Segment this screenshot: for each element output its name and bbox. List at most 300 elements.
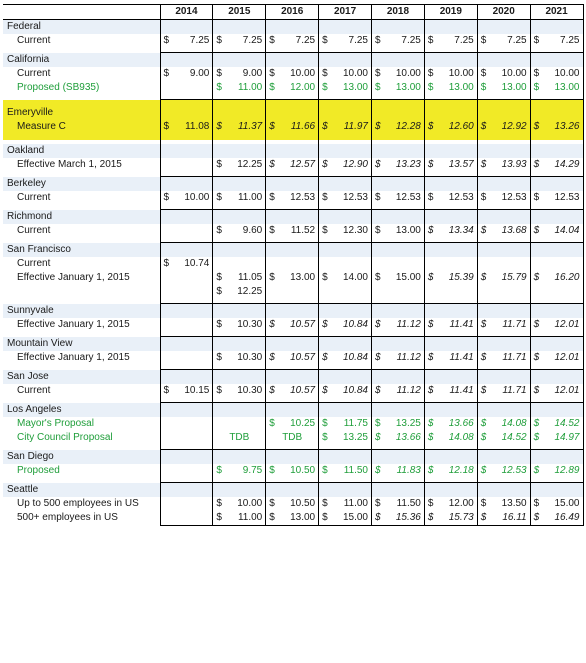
currency-symbol: $ [533, 192, 540, 203]
wage-value: 11.00 [237, 512, 263, 523]
wage-cell-2015 [213, 285, 266, 299]
wage-value: 11.08 [185, 121, 210, 132]
currency-symbol: $ [163, 68, 170, 79]
wage-value: 11.71 [502, 319, 527, 330]
wage-cell-2014 [160, 417, 213, 431]
wage-value: 11.41 [449, 352, 474, 363]
currency-symbol: $ [533, 498, 540, 509]
wage-cell-2016 [266, 81, 319, 95]
wage-value: 10.57 [290, 319, 316, 330]
currency-symbol: $ [322, 319, 328, 330]
table-body [3, 20, 583, 526]
currency-symbol: $ [216, 498, 222, 509]
wage-value: 14.29 [554, 159, 580, 170]
table-row [3, 431, 583, 445]
currency-symbol: $ [216, 272, 222, 283]
wage-value: 13.00 [395, 225, 421, 236]
wage-value: 14.00 [342, 272, 368, 283]
wage-value: 9.75 [242, 465, 263, 476]
wage-value: 11.41 [449, 385, 474, 396]
table-row [3, 464, 583, 478]
row-label: Current [17, 258, 51, 269]
wage-cell-2015 [213, 224, 266, 238]
wage-cell-2017 [319, 464, 372, 478]
row-label: Current [17, 68, 51, 79]
wage-value: 13.00 [290, 272, 316, 283]
group-name: Seattle [3, 483, 160, 498]
year-header-2018: 2018 [372, 5, 425, 20]
wage-cell-2017 [319, 34, 372, 48]
currency-symbol: $ [322, 498, 328, 509]
wage-value: 10.50 [290, 465, 316, 476]
wage-value: 13.00 [395, 82, 421, 93]
wage-value: 13.00 [448, 82, 474, 93]
wage-cell-2014 [160, 257, 213, 271]
group-name: Mountain View [3, 337, 160, 352]
wage-value: 10.84 [342, 352, 368, 363]
wage-cell-2020 [477, 81, 530, 95]
currency-symbol: $ [375, 465, 381, 476]
wage-value: 11.12 [396, 352, 421, 363]
year-header-2021: 2021 [530, 5, 583, 20]
currency-symbol: $ [322, 159, 328, 170]
wage-value: 10.00 [237, 498, 263, 509]
year-header-row [3, 5, 583, 20]
wage-value: 15.36 [395, 512, 421, 523]
currency-symbol: $ [480, 82, 487, 93]
wage-value: 12.53 [290, 192, 316, 203]
currency-symbol: $ [427, 385, 434, 396]
wage-value: 7.25 [242, 35, 263, 46]
wage-value: 11.00 [237, 192, 263, 203]
currency-symbol: $ [480, 352, 487, 363]
wage-cell-2018 [372, 271, 425, 285]
wage-value: 7.25 [560, 35, 580, 46]
wage-cell-2016 [266, 464, 319, 478]
wage-cell-2015 [213, 464, 266, 478]
wage-value: 14.97 [554, 432, 580, 443]
group-name: Richmond [3, 210, 160, 225]
wage-value: 11.05 [237, 272, 263, 283]
wage-value: 10.25 [290, 418, 316, 429]
group-header-row [3, 370, 583, 385]
wage-cell-2017 [319, 67, 372, 81]
currency-symbol: $ [427, 465, 434, 476]
currency-symbol: $ [533, 68, 540, 79]
currency-symbol: $ [375, 512, 381, 523]
wage-value: 12.53 [501, 192, 527, 203]
year-header-2015: 2015 [213, 5, 266, 20]
group-name: Emeryville [3, 106, 160, 120]
wage-cell-2020 [477, 511, 530, 526]
currency-symbol: $ [216, 121, 222, 132]
currency-symbol: $ [375, 385, 381, 396]
wage-value: 13.93 [501, 159, 527, 170]
wage-cell-2018 [372, 351, 425, 365]
row-label: City Council Proposal [17, 432, 113, 443]
currency-symbol: $ [533, 418, 540, 429]
currency-symbol: $ [216, 82, 222, 93]
wage-cell-2014 [160, 351, 213, 365]
currency-symbol: $ [533, 465, 540, 476]
currency-symbol: $ [322, 272, 328, 283]
wage-cell-2020 [477, 285, 530, 299]
wage-cell-2016 [266, 257, 319, 271]
wage-cell-2019 [424, 384, 477, 398]
header-label-cell [3, 5, 160, 20]
wage-value: 15.79 [501, 272, 527, 283]
wage-cell-2015 [213, 67, 266, 81]
currency-symbol: $ [427, 192, 434, 203]
wage-cell-2018 [372, 384, 425, 398]
wage-cell-2016 [266, 351, 319, 365]
wage-cell-2021 [530, 67, 583, 81]
currency-symbol: $ [269, 418, 275, 429]
wage-value: 13.57 [448, 159, 474, 170]
group-header-row [3, 450, 583, 465]
currency-symbol: $ [480, 385, 487, 396]
currency-symbol: $ [322, 82, 328, 93]
wage-value: 10.57 [290, 385, 316, 396]
wage-cell-2020 [477, 318, 530, 332]
wage-value: 10.30 [237, 319, 263, 330]
wage-value: 7.25 [189, 35, 210, 46]
wage-value: 13.68 [501, 225, 527, 236]
wage-cell-2021 [530, 257, 583, 271]
row-label: Proposed (SB935) [17, 82, 100, 93]
group-name: Sunnyvale [3, 304, 160, 319]
wage-value: 10.00 [501, 68, 527, 79]
currency-symbol: $ [533, 432, 540, 443]
wage-cell-2015 [213, 34, 266, 48]
wage-value: 11.97 [343, 121, 368, 132]
currency-symbol: $ [216, 286, 222, 297]
wage-cell-2020 [477, 431, 530, 445]
wage-cell-2021 [530, 431, 583, 445]
wage-cell-2020 [477, 191, 530, 205]
wage-value: 11.75 [343, 418, 368, 429]
wage-cell-2018 [372, 417, 425, 431]
currency-symbol: $ [269, 225, 275, 236]
wage-cell-2014 [160, 464, 213, 478]
wage-cell-2014 [160, 384, 213, 398]
table-row [3, 158, 583, 172]
wage-cell-2017 [319, 497, 372, 511]
row-label: Current [17, 225, 51, 236]
row-label: Mayor's Proposal [17, 418, 94, 429]
group-header-row [3, 177, 583, 192]
wage-value: 9.00 [189, 68, 210, 79]
wage-cell-2018 [372, 431, 425, 445]
wage-cell-2021 [530, 34, 583, 48]
wage-value: 7.25 [454, 35, 474, 46]
wage-value: 12.00 [448, 498, 474, 509]
group-header-row [3, 403, 583, 418]
wage-cell-2014 [160, 271, 213, 285]
wage-cell-2020 [477, 158, 530, 172]
wage-cell-2015 [213, 431, 266, 445]
currency-symbol: $ [427, 272, 434, 283]
currency-symbol: $ [269, 121, 275, 132]
wage-cell-2014 [160, 120, 213, 134]
currency-symbol: $ [533, 385, 540, 396]
wage-cell-2019 [424, 257, 477, 271]
wage-value: 12.01 [554, 352, 580, 363]
row-label [3, 285, 160, 299]
wage-value: 15.00 [342, 512, 368, 523]
wage-value: 12.01 [554, 319, 580, 330]
currency-symbol: $ [375, 498, 381, 509]
currency-symbol: $ [322, 352, 328, 363]
currency-symbol: $ [533, 272, 540, 283]
wage-cell-2021 [530, 224, 583, 238]
wage-value: 9.00 [242, 68, 263, 79]
wage-cell-2018 [372, 497, 425, 511]
wage-value: 10.30 [237, 385, 263, 396]
wage-value: 10.00 [554, 68, 580, 79]
wage-value: 14.08 [501, 418, 527, 429]
currency-symbol: $ [480, 272, 487, 283]
wage-value: 10.00 [395, 68, 421, 79]
wage-cell-2016 [266, 285, 319, 299]
currency-symbol: $ [375, 432, 381, 443]
currency-symbol: $ [427, 319, 434, 330]
currency-symbol: $ [480, 225, 487, 236]
wage-value: 11.12 [396, 319, 421, 330]
wage-cell-2020 [477, 224, 530, 238]
wage-value: 13.23 [395, 159, 421, 170]
currency-symbol: $ [480, 512, 487, 523]
currency-symbol: $ [269, 512, 275, 523]
currency-symbol: $ [480, 418, 487, 429]
currency-symbol: $ [533, 225, 540, 236]
currency-symbol: $ [269, 272, 275, 283]
wage-cell-2018 [372, 464, 425, 478]
table-row [3, 318, 583, 332]
row-label: Current [17, 192, 51, 203]
wage-value: 10.00 [290, 68, 316, 79]
wage-cell-2017 [319, 120, 372, 134]
wage-cell-2014 [160, 191, 213, 205]
currency-symbol: $ [216, 319, 222, 330]
wage-cell-2020 [477, 464, 530, 478]
currency-symbol: $ [375, 352, 381, 363]
wage-cell-2018 [372, 81, 425, 95]
wage-value: 12.92 [501, 121, 527, 132]
wage-cell-2020 [477, 497, 530, 511]
currency-symbol: $ [375, 159, 381, 170]
wage-cell-2018 [372, 257, 425, 271]
currency-symbol: $ [480, 465, 487, 476]
currency-symbol: $ [427, 82, 434, 93]
wage-cell-2017 [319, 224, 372, 238]
wage-value: 16.49 [554, 512, 580, 523]
currency-symbol: $ [533, 121, 540, 132]
wage-cell-2016 [266, 67, 319, 81]
wage-value: 11.66 [290, 121, 316, 132]
currency-symbol: $ [269, 385, 275, 396]
currency-symbol: $ [216, 225, 222, 236]
wage-cell-2021 [530, 511, 583, 526]
wage-cell-2021 [530, 158, 583, 172]
wage-cell-2014 [160, 497, 213, 511]
wage-cell-2017 [319, 81, 372, 95]
wage-value: 10.57 [290, 352, 316, 363]
wage-cell-2017 [319, 417, 372, 431]
currency-symbol: $ [480, 159, 487, 170]
wage-value: 7.25 [507, 35, 527, 46]
wage-value: 10.15 [184, 385, 210, 396]
table-row [3, 191, 583, 205]
year-header-2014: 2014 [160, 5, 213, 20]
currency-symbol: $ [216, 35, 222, 46]
wage-value: 11.50 [396, 498, 421, 509]
currency-symbol: $ [533, 319, 540, 330]
wage-cell-2019 [424, 285, 477, 299]
currency-symbol: $ [163, 385, 170, 396]
currency-symbol: $ [322, 68, 328, 79]
currency-symbol: $ [216, 352, 222, 363]
wage-cell-2017 [319, 191, 372, 205]
wage-value: 14.52 [554, 418, 580, 429]
wage-value: 12.53 [395, 192, 421, 203]
wage-value: 14.04 [554, 225, 580, 236]
wage-value: 12.00 [290, 82, 316, 93]
wage-cell-2016 [266, 431, 319, 445]
wage-value: 10.74 [184, 258, 210, 269]
table-row [3, 351, 583, 365]
wage-cell-2019 [424, 34, 477, 48]
currency-symbol: $ [480, 498, 487, 509]
wage-value: 13.00 [290, 512, 316, 523]
wage-value: 13.66 [395, 432, 421, 443]
wage-value: 9.60 [242, 225, 263, 236]
wage-value: 10.84 [342, 319, 368, 330]
wage-value: 11.41 [449, 319, 474, 330]
currency-symbol: $ [216, 159, 222, 170]
currency-symbol: $ [163, 35, 170, 46]
wage-value: 15.00 [554, 498, 580, 509]
wage-cell-2020 [477, 351, 530, 365]
wage-value: 13.25 [342, 432, 368, 443]
wage-value: 12.60 [448, 121, 474, 132]
currency-symbol: $ [375, 272, 381, 283]
currency-symbol: $ [322, 192, 328, 203]
wage-cell-2015 [213, 318, 266, 332]
wage-cell-2019 [424, 511, 477, 526]
table-row [3, 285, 583, 299]
wage-cell-2016 [266, 158, 319, 172]
group-name: Los Angeles [3, 403, 160, 418]
wage-cell-2021 [530, 271, 583, 285]
wage-value: 10.00 [342, 68, 368, 79]
currency-symbol: $ [216, 512, 222, 523]
wage-value: 11.37 [237, 121, 263, 132]
wage-value: 12.57 [290, 159, 316, 170]
group-name: San Francisco [3, 243, 160, 258]
wage-value: 7.25 [348, 35, 368, 46]
wage-cell-2021 [530, 81, 583, 95]
wage-cell-2017 [319, 511, 372, 526]
group-header-row [3, 243, 583, 258]
currency-symbol: $ [216, 385, 222, 396]
group-header-row [3, 337, 583, 352]
wage-cell-2020 [477, 417, 530, 431]
row-label: Effective March 1, 2015 [17, 159, 122, 170]
group-header-row [3, 20, 583, 35]
wage-value: 7.25 [401, 35, 421, 46]
currency-symbol: $ [533, 82, 540, 93]
currency-symbol: $ [480, 35, 487, 46]
currency-symbol: $ [427, 159, 434, 170]
wage-cell-2016 [266, 497, 319, 511]
wage-cell-2018 [372, 67, 425, 81]
wage-cell-2015 [213, 384, 266, 398]
wage-value: 10.00 [184, 192, 210, 203]
table-row [3, 384, 583, 398]
currency-symbol: $ [375, 82, 381, 93]
wage-value: 15.00 [395, 272, 421, 283]
wage-cell-2017 [319, 271, 372, 285]
wage-cell-2019 [424, 158, 477, 172]
table-row [3, 34, 583, 48]
wage-cell-2018 [372, 511, 425, 526]
currency-symbol: $ [375, 35, 381, 46]
currency-symbol: $ [322, 432, 328, 443]
wage-cell-2016 [266, 384, 319, 398]
currency-symbol: $ [480, 319, 487, 330]
wage-cell-2019 [424, 351, 477, 365]
year-header-2020: 2020 [477, 5, 530, 20]
currency-symbol: $ [480, 68, 487, 79]
row-label: Effective January 1, 2015 [17, 352, 130, 363]
currency-symbol: $ [322, 512, 328, 523]
currency-symbol: $ [480, 432, 487, 443]
group-header-row [3, 106, 583, 120]
currency-symbol: $ [427, 432, 434, 443]
currency-symbol: $ [269, 465, 275, 476]
wage-cell-2015 [213, 120, 266, 134]
wage-cell-2018 [372, 191, 425, 205]
currency-symbol: $ [216, 465, 222, 476]
wage-cell-2021 [530, 464, 583, 478]
wage-cell-2017 [319, 318, 372, 332]
wage-value: 10.30 [237, 352, 263, 363]
wage-cell-2021 [530, 285, 583, 299]
wage-cell-2019 [424, 224, 477, 238]
wage-cell-2016 [266, 511, 319, 526]
wage-cell-2020 [477, 257, 530, 271]
currency-symbol: $ [375, 319, 381, 330]
wage-cell-2014 [160, 81, 213, 95]
wage-cell-2017 [319, 351, 372, 365]
wage-value: 13.00 [342, 82, 368, 93]
currency-symbol: $ [375, 68, 381, 79]
currency-symbol: $ [375, 192, 381, 203]
wage-cell-2017 [319, 285, 372, 299]
currency-symbol: $ [322, 465, 328, 476]
wage-cell-2015 [213, 81, 266, 95]
wage-cell-2018 [372, 318, 425, 332]
currency-symbol: $ [216, 68, 222, 79]
wage-cell-2017 [319, 158, 372, 172]
wage-value: 12.18 [448, 465, 474, 476]
wage-cell-2015 [213, 511, 266, 526]
wage-cell-2015 [213, 257, 266, 271]
row-label: Effective January 1, 2015 [17, 319, 130, 330]
currency-symbol: $ [427, 418, 434, 429]
currency-symbol: $ [427, 68, 434, 79]
